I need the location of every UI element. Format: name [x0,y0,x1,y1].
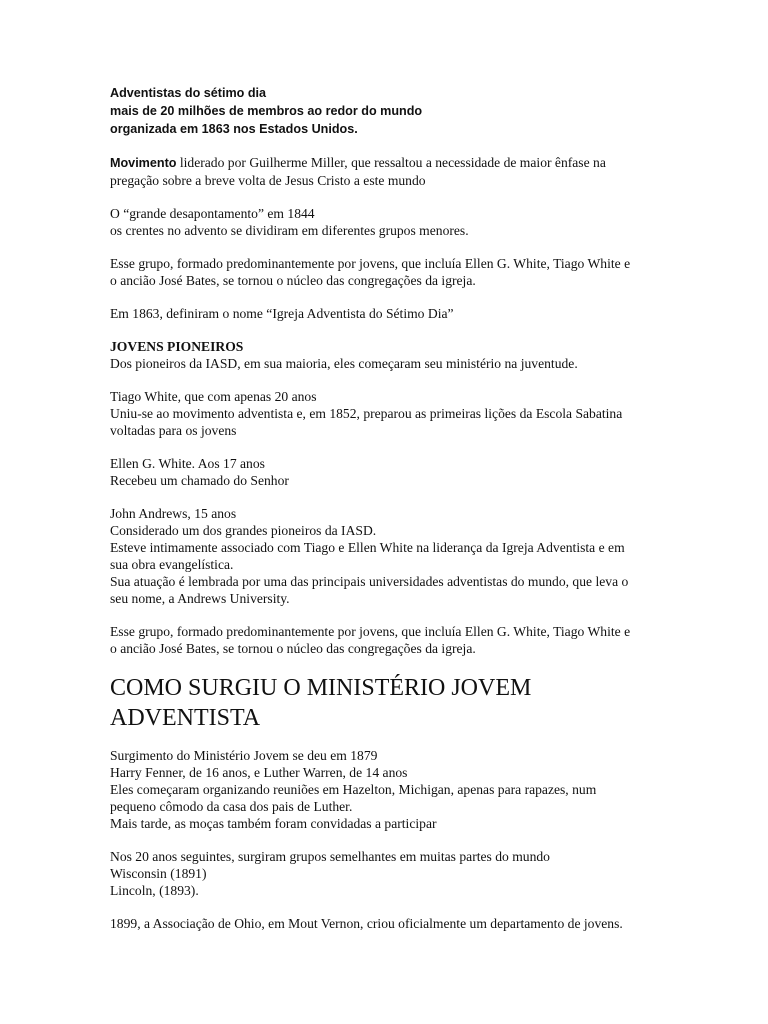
grupo-line: Esse grupo, formado predominantemente por jovens, que incluía Ellen G. White, Tiago White e [110,624,631,639]
heading-line: COMO SURGIU O MINISTÉRIO JOVEM [110,675,532,701]
surgimento-line: pequeno cômodo da casa dos pais de Luther. [110,799,353,814]
movimento-paragraph [110,154,670,189]
ellen-line: Recebeu um chamado do Senhor [110,473,289,488]
ohio-paragraph [110,915,670,932]
john-paragraph [110,505,670,607]
intro-block [110,84,670,138]
intro-line: Adventistas do sétimo dia [110,86,267,100]
surgimento-line: Eles começaram organizando reuniões em Hazelton, Michigan, apenas para rapazes, num [110,782,597,797]
movimento-line [110,154,670,172]
john-line: sua obra evangelística. [110,557,234,572]
ellen-paragraph [110,455,670,489]
tiago-paragraph [110,388,670,439]
seguintes-line: Lincoln, (1893). [110,883,199,898]
nome-line: Em 1863, definiram o nome “Igreja Adventista do Sétimo Dia” [110,306,454,321]
pioneiros-section [110,338,670,372]
grupo-line: Esse grupo, formado predominantemente por jovens, que incluía Ellen G. White, Tiago White e [110,256,631,271]
tiago-line: Tiago White, que com apenas 20 anos [110,389,317,404]
seguintes-line: Nos 20 anos seguintes, surgiram grupos semelhantes em muitas partes do mundo [110,849,550,864]
document-page [110,84,670,948]
desapontamento-line: os crentes no advento se dividiram em diferentes grupos menores. [110,223,469,238]
surgimento-line: Harry Fenner, de 16 anos, e Luther Warren, de 14 anos [110,765,408,780]
ohio-line: 1899, a Associação de Ohio, em Mout Vernon, criou oficialmente um departamento de jovens. [110,916,623,931]
intro-line: mais de 20 milhões de membros ao redor do mundo [110,104,423,118]
john-line: Considerado um dos grandes pioneiros da IASD. [110,523,377,538]
section-heading [110,673,670,733]
grupo-line: o ancião José Bates, se tornou o núcleo das congregações da igreja. [110,641,476,656]
tiago-line: voltadas para os jovens [110,423,237,438]
heading-line: ADVENTISTA [110,705,261,731]
surgimento-line: Surgimento do Ministério Jovem se deu em 1879 [110,748,378,763]
john-line: Esteve intimamente associado com Tiago e Ellen White na liderança da Igreja Adventista e em [110,540,625,555]
john-line: seu nome, a Andrews University. [110,591,290,606]
ellen-line: Ellen G. White. Aos 17 anos [110,456,265,471]
john-line: John Andrews, 15 anos [110,506,237,521]
surgimento-line: Mais tarde, as moças também foram convidadas a participar [110,816,437,831]
surgimento-paragraph [110,747,670,832]
john-line: Sua atuação é lembrada por uma das principais universidades adventistas do mundo, que leva o [110,574,629,589]
movimento-lead: Movimento [110,156,177,170]
pioneiros-line: Dos pioneiros da IASD, em sua maioria, eles começaram seu ministério na juventude. [110,356,578,371]
grupo-paragraph-repeat [110,623,670,657]
grupo-paragraph [110,255,670,289]
nome-paragraph [110,305,670,322]
desapontamento-line: O “grande desapontamento” em 1844 [110,206,315,221]
seguintes-line: Wisconsin (1891) [110,866,207,881]
grupo-line: o ancião José Bates, se tornou o núcleo das congregações da igreja. [110,273,476,288]
desapontamento-paragraph [110,205,670,239]
seguintes-paragraph [110,848,670,899]
movimento-line: pregação sobre a breve volta de Jesus Cristo a este mundo [110,173,426,188]
tiago-line: Uniu-se ao movimento adventista e, em 1852, preparou as primeiras lições da Escola Sabatina [110,406,623,421]
movimento-line-rest: liderado por Guilherme Miller, que ressaltou a necessidade de maior ênfase na [176,155,606,170]
intro-line: organizada em 1863 nos Estados Unidos. [110,122,358,136]
section-title: JOVENS PIONEIROS [110,339,244,354]
